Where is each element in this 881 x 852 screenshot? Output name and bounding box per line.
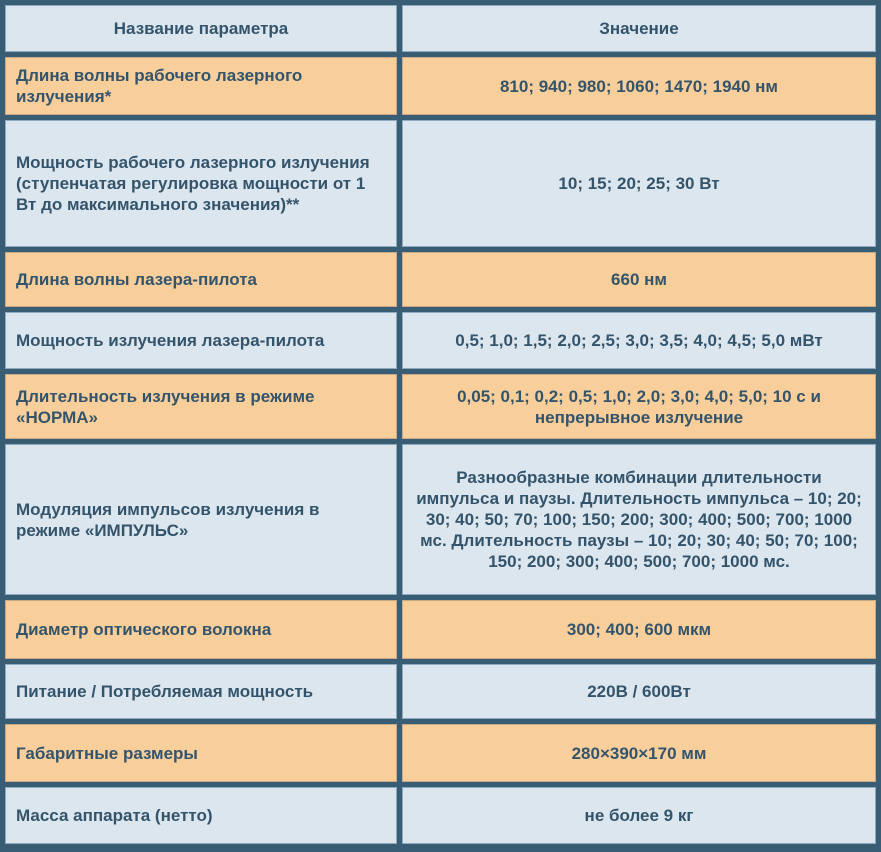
row-9-name: Габаритные размеры <box>5 724 397 782</box>
row-6-name: Модуляция импульсов излучения в режиме «ИМПУЛЬС» <box>5 444 397 595</box>
row-8-name: Питание / Потребляемая мощность <box>5 664 397 719</box>
row-6-value: Разнообразные комбинации длительности импульса и паузы. Длительность импульса – 10; 20; 30; 40; 50; 70; 100; 150; 200; 300; 400; 500; 700; 1000 мс. Длительность паузы – 10; 20; 30; 40; 50; 70; 100; 150; 200; 300; 400; 500; 700; 1000 мс. <box>402 444 876 595</box>
header-value: Значение <box>402 5 876 52</box>
header-parameter-name: Название параметра <box>5 5 397 52</box>
row-1-value: 810; 940; 980; 1060; 1470; 1940 нм <box>402 57 876 115</box>
row-4-name: Мощность излучения лазера-пилота <box>5 312 397 369</box>
row-2-name: Мощность рабочего лазерного излучения (ступенчатая регулировка мощности от 1 Вт до максимального значения)** <box>5 120 397 247</box>
row-3-name: Длина волны лазера-пилота <box>5 252 397 307</box>
row-10-value: не более 9 кг <box>402 787 876 844</box>
row-7-name: Диаметр оптического волокна <box>5 600 397 659</box>
row-2-value: 10; 15; 20; 25; 30 Вт <box>402 120 876 247</box>
row-1-name: Длина волны рабочего лазерного излучения* <box>5 57 397 115</box>
row-7-value: 300; 400; 600 мкм <box>402 600 876 659</box>
row-5-value: 0,05; 0,1; 0,2; 0,5; 1,0; 2,0; 3,0; 4,0; 5,0; 10 с и непрерывное излучение <box>402 374 876 439</box>
row-5-name: Длительность излучения в режиме «НОРМА» <box>5 374 397 439</box>
row-3-value: 660 нм <box>402 252 876 307</box>
row-4-value: 0,5; 1,0; 1,5; 2,0; 2,5; 3,0; 3,5; 4,0; 4,5; 5,0 мВт <box>402 312 876 369</box>
row-10-name: Масса аппарата (нетто) <box>5 787 397 844</box>
row-8-value: 220В / 600Вт <box>402 664 876 719</box>
row-9-value: 280×390×170 мм <box>402 724 876 782</box>
